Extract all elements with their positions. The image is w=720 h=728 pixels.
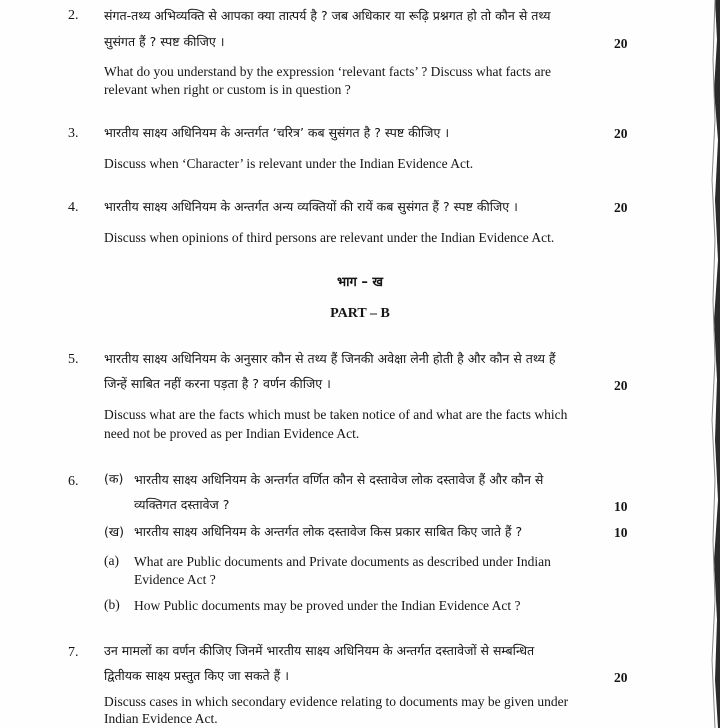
question-marks: 20 — [614, 36, 628, 51]
question-number: 4. — [68, 200, 79, 215]
question-english-line: Discuss what are the facts which must be taken notice of and what are the facts which — [104, 407, 568, 422]
question-marks: 20 — [614, 200, 628, 215]
question-english-line: relevant when right or custom is in question ? — [104, 82, 351, 97]
subquestion-label: (क) — [104, 471, 124, 486]
question-english-line: What do you understand by the expression ‘relevant facts’ ? Discuss what facts are — [104, 64, 551, 79]
subquestion-english-line: How Public documents may be proved under the Indian Evidence Act ? — [134, 598, 521, 613]
subquestion-hindi-line: भारतीय साक्ष्य अधिनियम के अन्तर्गत वर्णित कौन से दस्तावेज लोक दस्तावेज हैं और कौन से — [134, 472, 544, 487]
question-english-line: Discuss cases in which secondary evidence relating to documents may be given under — [104, 694, 569, 709]
question-number: 7. — [68, 645, 79, 660]
question-hindi-line: उन मामलों का वर्णन कीजिए जिनमें भारतीय साक्ष्य अधिनियम के अन्तर्गत दस्तावेजों से सम्बन्धित — [104, 643, 535, 658]
question-hindi-line: भारतीय साक्ष्य अधिनियम के अन्तर्गत अन्य व्यक्तियों की रायें कब सुसंगत हैं ? स्पष्ट कीजिए । — [104, 199, 518, 214]
question-english-line: need not be proved as per Indian Evidence Act. — [104, 426, 360, 441]
subquestion-label: (b) — [104, 597, 120, 612]
question-hindi-line: भारतीय साक्ष्य अधिनियम के अन्तर्गत ‘चरित्र’ कब सुसंगत है ? स्पष्ट कीजिए । — [104, 125, 450, 140]
subquestion-english-line: Evidence Act ? — [134, 572, 216, 587]
subquestion-label: (a) — [104, 553, 119, 568]
question-number: 2. — [68, 8, 79, 23]
question-number: 5. — [68, 352, 79, 367]
question-number: 3. — [68, 126, 79, 141]
question-number: 6. — [68, 474, 79, 489]
subquestion-marks: 10 — [614, 499, 628, 514]
question-marks: 20 — [614, 126, 628, 141]
subquestion-hindi-line: व्यक्तिगत दस्तावेज ? — [134, 497, 230, 512]
question-marks: 20 — [614, 670, 628, 685]
subquestion-marks: 10 — [614, 525, 628, 540]
question-english-line: Discuss when opinions of third persons are relevant under the Indian Evidence Act. — [104, 230, 555, 245]
subquestion-hindi-line: भारतीय साक्ष्य अधिनियम के अन्तर्गत लोक दस्तावेज किस प्रकार साबित किए जाते हैं ? — [134, 524, 523, 539]
question-english-line: Indian Evidence Act. — [104, 711, 218, 726]
question-hindi-line: भारतीय साक्ष्य अधिनियम के अनुसार कौन से तथ्य हैं जिनकी अवेक्षा लेनी होती है और कौन से तथ्य हैं — [104, 351, 556, 366]
subquestion-english-line: What are Public documents and Private documents as described under Indian — [134, 554, 551, 569]
question-hindi-line: जिन्हें साबित नहीं करना पड़ता है ? वर्णन कीजिए । — [104, 376, 331, 391]
scan-edge — [706, 0, 720, 728]
part-heading-english: PART – B — [330, 306, 390, 321]
question-hindi-line: द्वितीयक साक्ष्य प्रस्तुत किए जा सकते हैं । — [104, 668, 289, 683]
question-hindi-line: सुसंगत हैं ? स्पष्ट कीजिए । — [104, 34, 225, 49]
question-hindi-line: संगत-तथ्य अभिव्यक्ति से आपका क्या तात्पर्य है ? जब अधिकार या रूढ़ि प्रश्नगत हो तो कौन से तथ्य — [104, 8, 551, 23]
subquestion-label: (ख) — [104, 524, 124, 539]
question-english-line: Discuss when ‘Character’ is relevant under the Indian Evidence Act. — [104, 156, 474, 171]
question-marks: 20 — [614, 378, 628, 393]
part-heading-hindi: भाग – ख — [336, 275, 383, 290]
